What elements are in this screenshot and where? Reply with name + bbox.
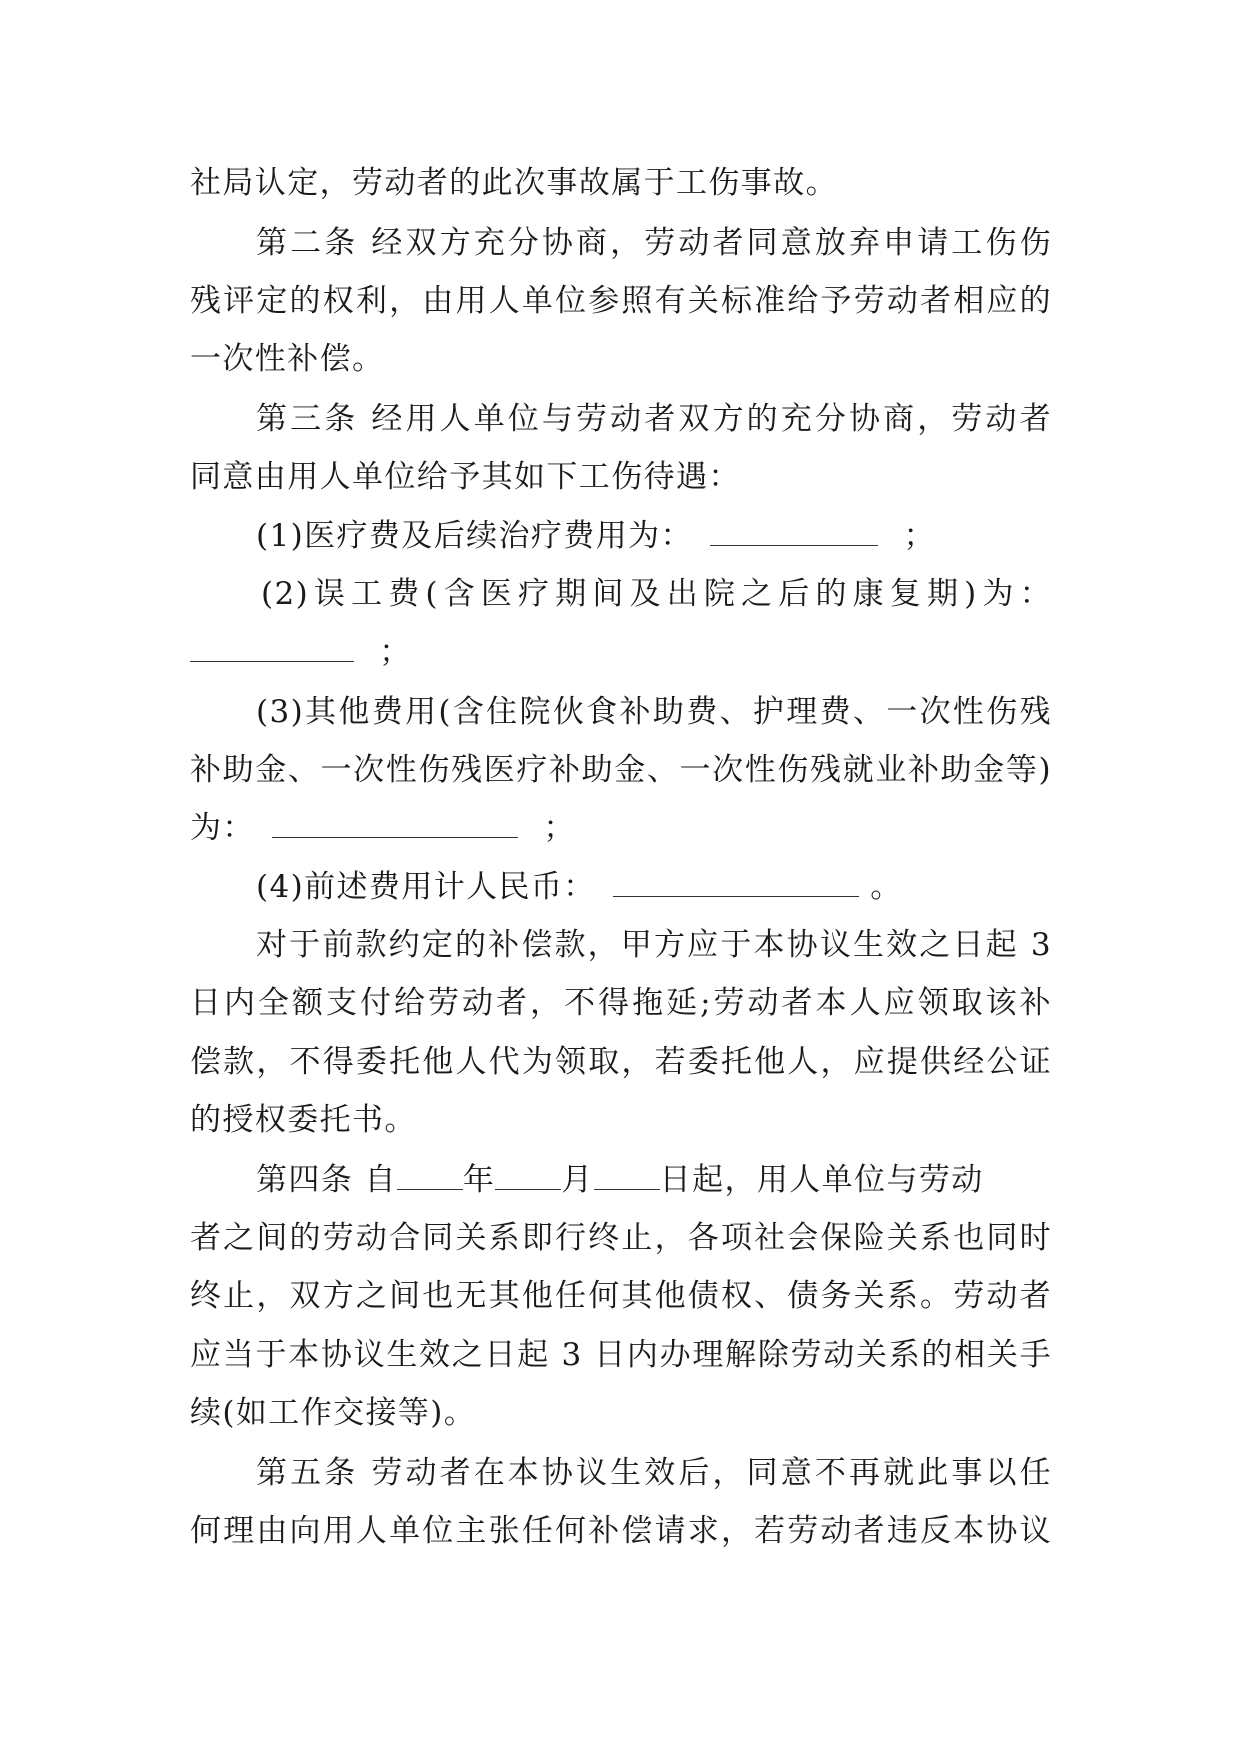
punctuation: ； — [543, 810, 576, 846]
text-line: 终止，双方之间也无其他任何其他债权、债务关系。劳动者 — [190, 1278, 1052, 1314]
year-blank — [397, 1161, 463, 1190]
item-total-amount — [256, 867, 1052, 907]
text-segment: 日起，用人单位与劳动 — [659, 1162, 984, 1198]
fill-in-blank — [710, 517, 878, 546]
text-line: 何理由向用人单位主张任何补偿请求，若劳动者违反本协议 — [190, 1513, 1052, 1549]
text-line: 日内全额支付给劳动者，不得拖延;劳动者本人应领取该补 — [190, 985, 1052, 1021]
text-line: 者之间的劳动合同关系即行终止，各项社会保险关系也同时 — [190, 1220, 1052, 1256]
fill-in-blank — [190, 633, 354, 662]
punctuation: ； — [903, 518, 936, 554]
text-line: 残评定的权利，由用人单位参照有关标准给予劳动者相应的 — [190, 283, 1052, 319]
text-segment: 年 — [462, 1162, 496, 1198]
text-segment: 月 — [561, 1162, 594, 1198]
fill-in-blank — [613, 868, 859, 897]
payment-clause-line: 对于前款约定的补偿款，甲方应于本协议生效之日起 3 — [256, 927, 1052, 963]
day-blank — [594, 1161, 660, 1190]
item-other-fees-blank-line — [190, 808, 1052, 848]
item-other-fees: (3)其他费用(含住院伙食补助费、护理费、一次性伤残 — [256, 694, 1052, 730]
text-line: 同意由用人单位给予其如下工伤待遇： — [190, 459, 741, 495]
text-line: 补助金、一次性伤残医疗补助金、一次性伤残就业补助金等) — [190, 752, 1052, 788]
item-medical-fee — [256, 516, 1052, 556]
month-blank — [495, 1161, 561, 1190]
article-five-heading-line: 第五条 劳动者在本协议生效后，同意不再就此事以任 — [256, 1455, 1052, 1491]
item-lost-wages: (2)误工费(含医疗期间及出院之后的康复期)为： — [261, 576, 1052, 612]
text-line: 偿款，不得委托他人代为领取，若委托他人，应提供经公证 — [190, 1044, 1052, 1080]
fill-in-blank — [272, 809, 518, 838]
text-segment: 第四条 自 — [256, 1162, 397, 1198]
text-line: 一次性补偿。 — [190, 341, 385, 377]
text-line: 应当于本协议生效之日起 3 日内办理解除劳动关系的相关手 — [190, 1337, 1052, 1373]
article-four-heading-line — [256, 1160, 1052, 1200]
punctuation: ； — [379, 634, 412, 670]
item-label: (4)前述费用计人民币： — [256, 869, 596, 905]
punctuation: 。 — [870, 869, 903, 905]
text-line: 的授权委托书。 — [190, 1102, 417, 1138]
article-two-heading-line: 第二条 经双方充分协商，劳动者同意放弃申请工伤伤 — [256, 225, 1052, 261]
text-line: 续(如工作交接等)。 — [190, 1395, 477, 1431]
article-three-heading-line: 第三条 经用人单位与劳动者双方的充分协商，劳动者 — [256, 401, 1052, 437]
item-label: 为： — [190, 810, 255, 846]
item-lost-wages-blank-line — [190, 632, 1052, 672]
text-line: 社局认定，劳动者的此次事故属于工伤事故。 — [190, 165, 838, 201]
item-label: (1)医疗费及后续治疗费用为： — [256, 518, 693, 554]
